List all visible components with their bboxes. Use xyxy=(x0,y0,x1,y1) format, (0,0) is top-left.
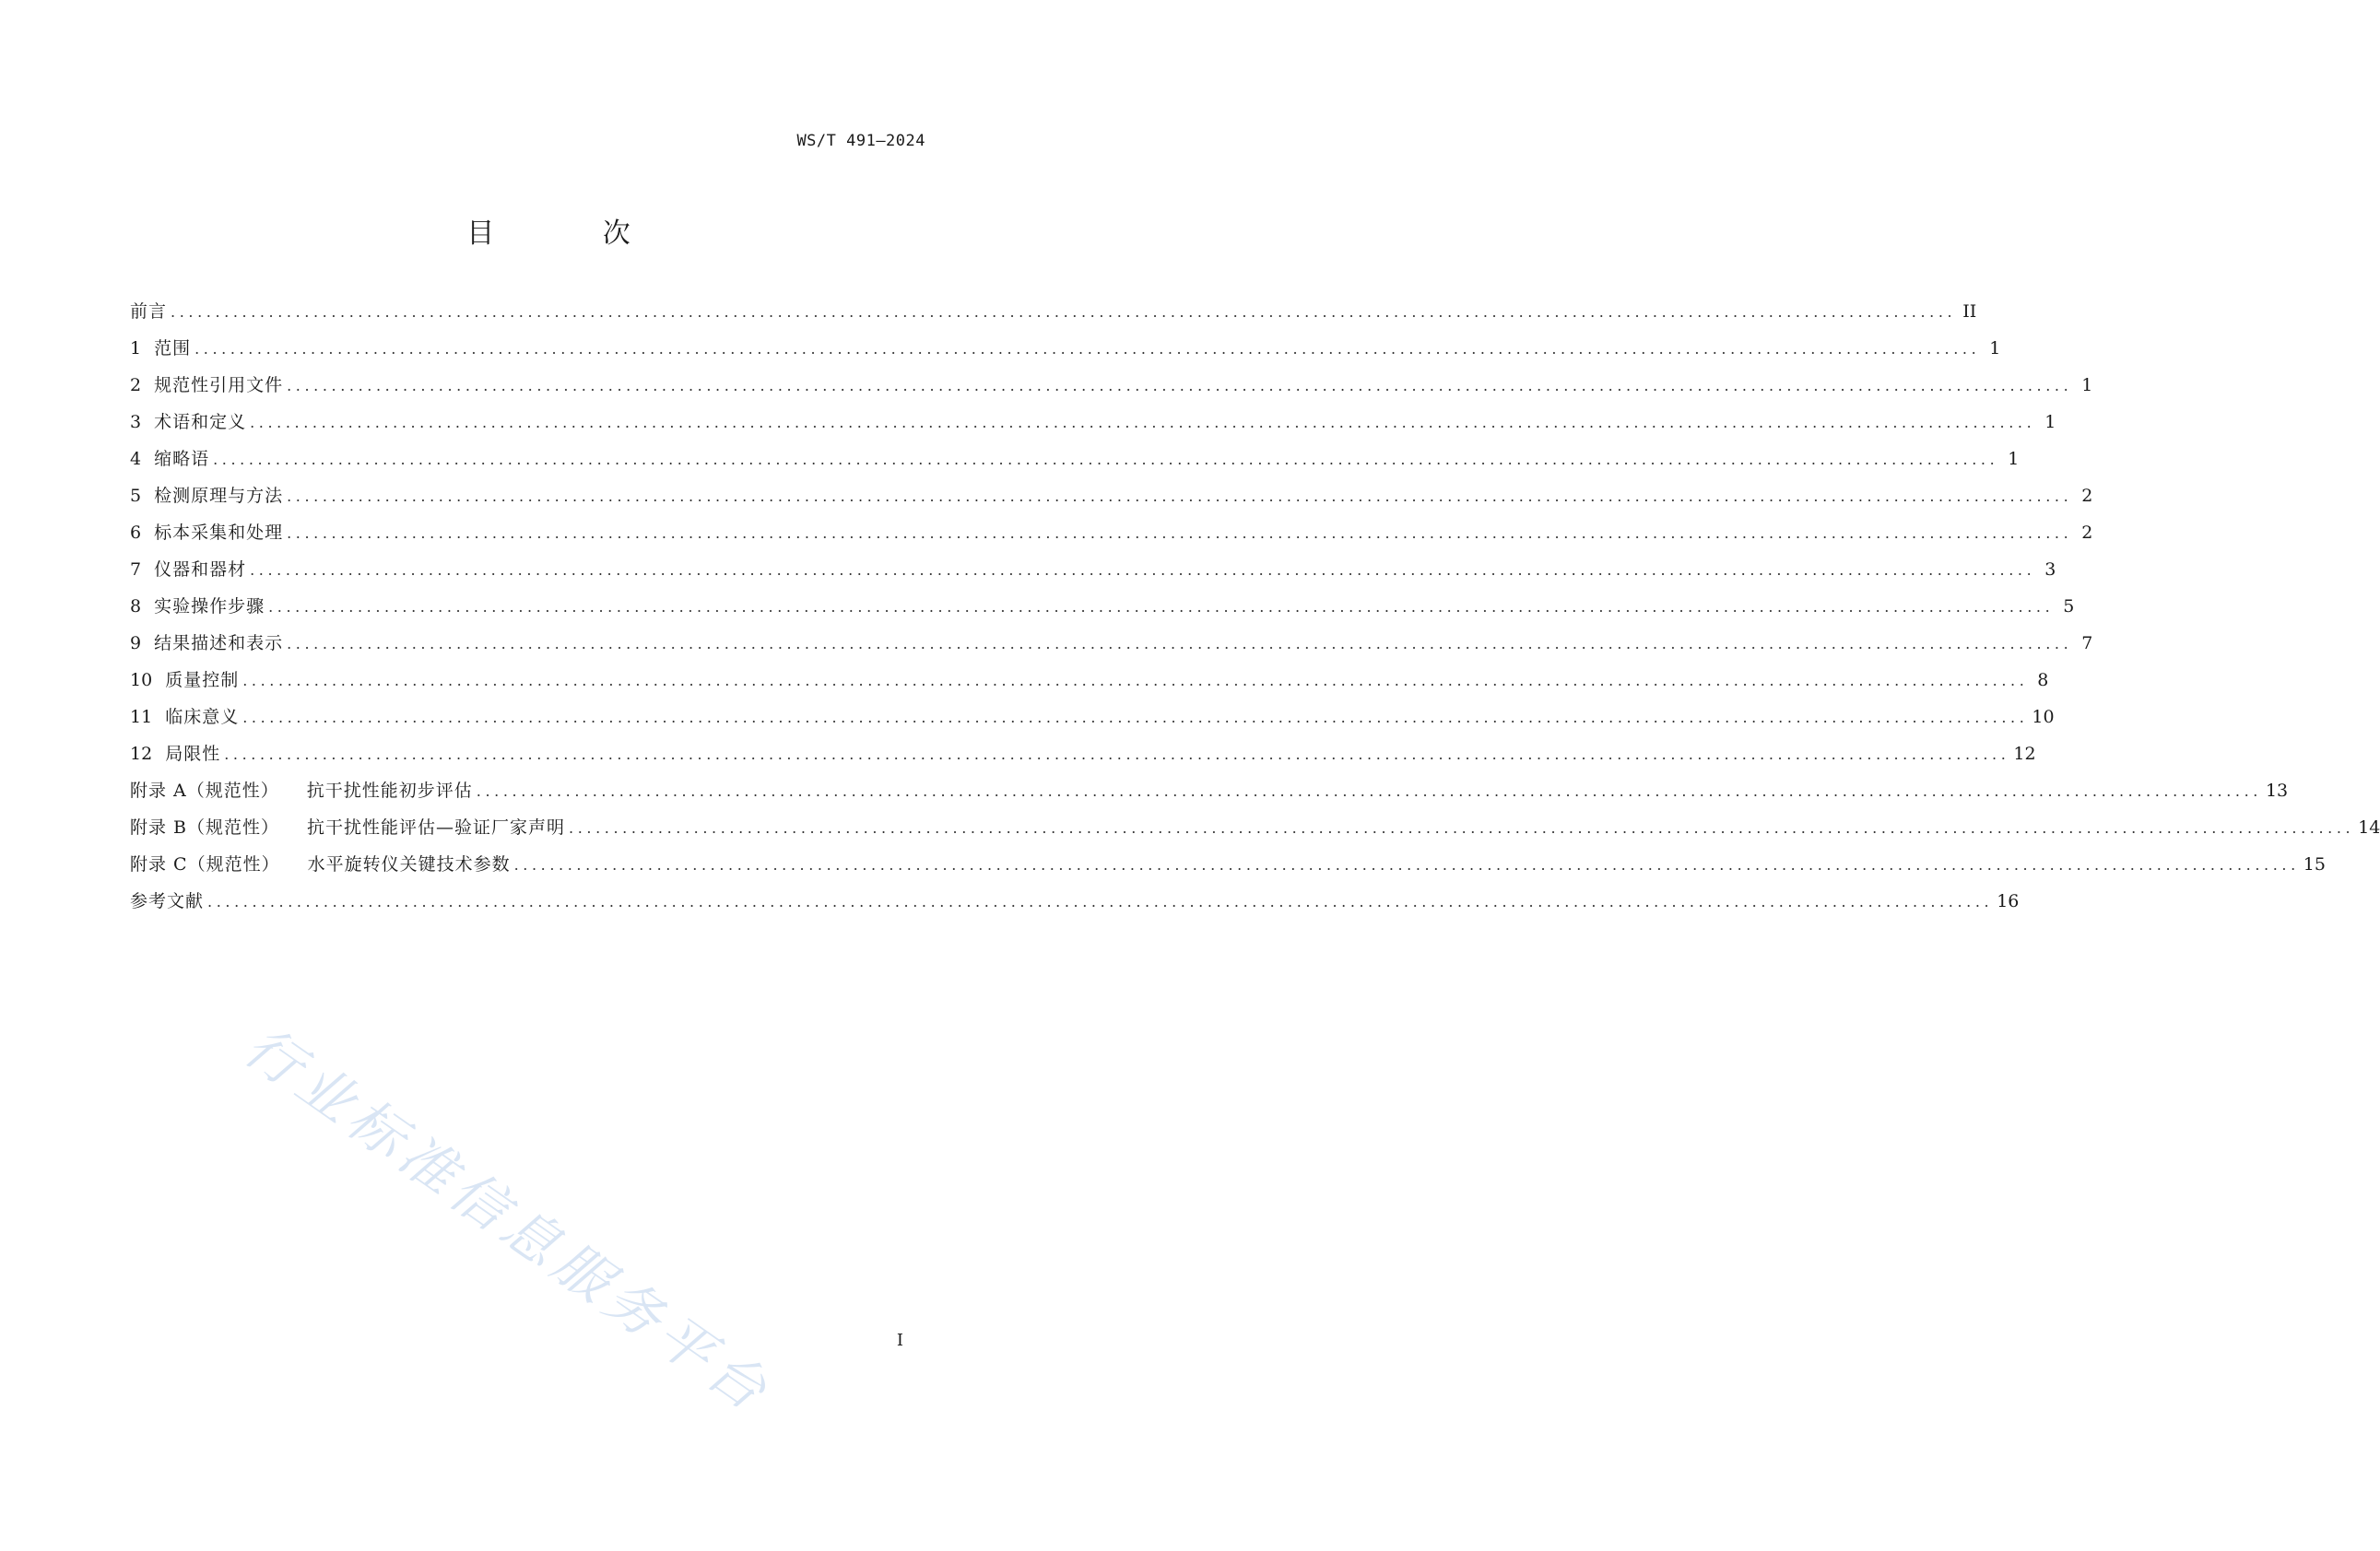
toc-entry-appendix-tag: 附录 A（规范性） xyxy=(130,781,279,801)
toc-entry-page: 1 xyxy=(2044,412,2056,432)
toc-entry[interactable] xyxy=(130,556,2056,593)
toc-entry-page: 5 xyxy=(2063,596,2075,617)
toc-entry[interactable] xyxy=(130,335,2001,371)
toc-entry[interactable] xyxy=(130,371,2093,408)
standard-code: WS/T 491—2024 xyxy=(796,132,925,150)
toc-entry-page: 1 xyxy=(2081,375,2093,395)
toc-entry-label: 范围 xyxy=(154,338,192,358)
toc-entry-page: 2 xyxy=(2081,486,2093,506)
toc-entry-number: 9 xyxy=(130,633,142,653)
toc-entry-page: 7 xyxy=(2081,633,2093,653)
toc-entry[interactable] xyxy=(130,777,2289,814)
toc-dot-leader: ........................................................................................................................................................................................................ xyxy=(287,377,2073,394)
toc-dot-leader: ........................................................................................................................................................................................................ xyxy=(250,414,2036,431)
toc-entry-page: 1 xyxy=(2008,449,2020,469)
toc-entry-label: 缩略语 xyxy=(154,449,210,469)
toc-entry-label: 抗干扰性能评估—验证厂家声明 xyxy=(307,817,566,838)
toc-entry-number: 1 xyxy=(130,338,142,358)
toc-dot-leader: ........................................................................................................................................................................................................ xyxy=(242,709,2029,726)
toc-entry-page: 10 xyxy=(2032,707,2055,727)
toc-entry-page: 1 xyxy=(1989,338,2001,358)
toc-entry[interactable] xyxy=(130,703,2055,740)
toc-entry-number: 11 xyxy=(130,707,153,727)
toc-entry-page: 8 xyxy=(2037,670,2049,690)
toc-entry-label: 抗干扰性能初步评估 xyxy=(306,781,473,801)
toc-entry-page: 2 xyxy=(2081,523,2093,543)
toc-dot-leader: ........................................................................................................................................................................................................ xyxy=(287,524,2073,542)
page-number: I xyxy=(896,1331,903,1350)
toc-entry-label: 实验操作步骤 xyxy=(154,596,265,617)
toc-dot-leader: ........................................................................................................................................................................................................ xyxy=(513,856,2300,874)
toc-entry-page: 13 xyxy=(2265,781,2289,801)
watermark: 行业标准信息服务平台 xyxy=(232,1014,784,1428)
toc-entry-label: 局限性 xyxy=(165,744,221,764)
toc-dot-leader: ........................................................................................................................................................................................................ xyxy=(287,635,2073,652)
toc-entry-page: 16 xyxy=(1997,891,2020,911)
toc-entry-label: 术语和定义 xyxy=(154,412,247,432)
toc-entry-number: 4 xyxy=(130,449,142,469)
toc-entry-label: 水平旋转仪关键技术参数 xyxy=(307,854,511,875)
toc-entry[interactable] xyxy=(130,482,2093,519)
toc-entry-number: 5 xyxy=(130,486,142,506)
toc-entry-page: 15 xyxy=(2303,854,2326,875)
toc-entry-number: 2 xyxy=(130,375,142,395)
toc-entry[interactable] xyxy=(130,298,1977,335)
toc-entry-number: 3 xyxy=(130,412,142,432)
toc-entry-label: 质量控制 xyxy=(165,670,240,690)
toc-dot-leader: ........................................................................................................................................................................................................ xyxy=(207,893,1994,911)
toc-dot-leader: ........................................................................................................................................................................................................ xyxy=(194,340,1981,358)
toc-dot-leader: ........................................................................................................................................................................................................ xyxy=(242,672,2029,689)
page-title: 目 次 xyxy=(466,217,680,250)
toc-entry-appendix-tag: 附录 B（规范性） xyxy=(130,817,280,838)
toc-dot-leader: ........................................................................................................................................................................................................ xyxy=(213,451,1999,468)
toc-entry[interactable] xyxy=(130,445,2020,482)
toc-dot-leader: ........................................................................................................................................................................................................ xyxy=(250,561,2036,579)
toc-dot-leader: ........................................................................................................................................................................................................ xyxy=(224,746,2010,763)
toc-entry-appendix-tag: 附录 C（规范性） xyxy=(130,854,280,875)
toc-entry[interactable] xyxy=(130,629,2093,666)
toc-entry-number: 6 xyxy=(130,523,142,543)
toc-entry[interactable] xyxy=(130,519,2093,556)
toc-dot-leader: ........................................................................................................................................................................................................ xyxy=(476,782,2262,800)
toc-entry-label: 参考文献 xyxy=(130,891,205,911)
toc-dot-leader: ........................................................................................................................................................................................................ xyxy=(569,819,2355,837)
toc-entry[interactable] xyxy=(130,740,2036,777)
table-of-contents xyxy=(130,298,2380,924)
toc-entry[interactable] xyxy=(130,851,2326,887)
toc-entry-page: 12 xyxy=(2013,744,2036,764)
toc-entry-label: 结果描述和表示 xyxy=(154,633,284,653)
toc-entry-number: 10 xyxy=(130,670,153,690)
toc-entry-page: 3 xyxy=(2044,559,2056,580)
toc-dot-leader: ........................................................................................................................................................................................................ xyxy=(171,303,1957,321)
toc-entry-page: II xyxy=(1962,301,1977,322)
toc-entry-number: 8 xyxy=(130,596,142,617)
toc-entry-label: 仪器和器材 xyxy=(154,559,247,580)
toc-entry-page: 14 xyxy=(2358,817,2380,838)
toc-entry[interactable] xyxy=(130,593,2075,629)
toc-entry-label: 检测原理与方法 xyxy=(154,486,284,506)
toc-entry-number: 12 xyxy=(130,744,153,764)
toc-entry-label: 前言 xyxy=(130,301,168,322)
toc-dot-leader: ........................................................................................................................................................................................................ xyxy=(287,488,2073,505)
toc-entry[interactable] xyxy=(130,887,2020,924)
toc-entry-label: 规范性引用文件 xyxy=(154,375,284,395)
toc-entry[interactable] xyxy=(130,814,2380,851)
toc-entry[interactable] xyxy=(130,666,2049,703)
toc-entry-number: 7 xyxy=(130,559,142,580)
toc-entry-label: 标本采集和处理 xyxy=(154,523,284,543)
toc-dot-leader: ........................................................................................................................................................................................................ xyxy=(268,598,2055,616)
toc-entry[interactable] xyxy=(130,408,2056,445)
toc-entry-label: 临床意义 xyxy=(165,707,240,727)
